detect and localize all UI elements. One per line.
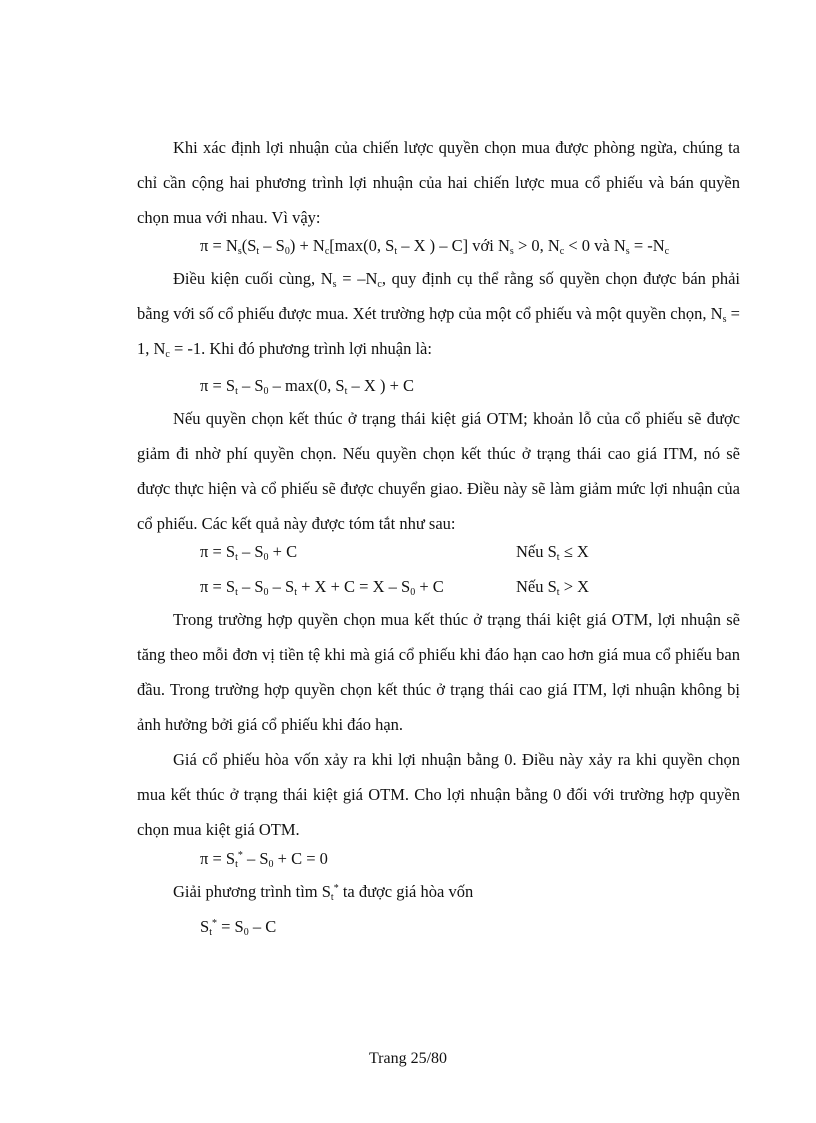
equation-breakeven-price: $S_t^* = S_0 - C$ xyxy=(200,917,277,938)
paragraph-breakeven: Giá cổ phiếu hòa vốn xảy ra khi lợi nhuận bằng 0. Điều này xảy ra khi quyền chọn mua kết thúc ở trạng thái kiệt giá OTM. Cho lợi nhuận bằng 0 đối với trường hợp quyền chọn mua kiệt giá OTM. xyxy=(137,750,740,839)
condition-case-otm: Nếu $S_t \le X$ xyxy=(516,542,589,563)
condition-case-itm: Nếu $S_t > X$ xyxy=(516,577,590,598)
equation-case-itm: $\pi = S_t - S_0 - S_t + X + C = X - S_0 + C$ xyxy=(200,577,444,598)
equation-profit-general: $\pi = N_s(S_t - S_0) + N_c[\max(0$, $S_t$ – X ) – C] với $N_s > 0$, $N_c < 0$ và $N_s = -N_c$ xyxy=(200,236,670,257)
page-number: Trang 25/80 xyxy=(368,1050,448,1067)
paragraph-solve: Giải phương trình tìm $S_t^*$ ta được giá hòa vốn xyxy=(173,882,474,903)
paragraph-outcomes: Nếu quyền chọn kết thúc ở trạng thái kiệt giá OTM; khoản lỗ của cổ phiếu sẽ được giảm đi nhờ phí quyền chọn. Nếu quyền chọn kết thúc ở trạng thái cao giá ITM, nó sẽ được thực hiện và cổ phiếu sẽ được chuyển giao. Điều này sẽ làm giảm mức lợi nhuận của cổ phiếu. Các kết quả này được tóm tắt như sau: xyxy=(137,409,740,533)
paragraph-interpretation: Trong trường hợp quyền chọn mua kết thúc ở trạng thái kiệt giá OTM, lợi nhuận sẽ tăng theo mỗi đơn vị tiền tệ khi mà giá cổ phiếu khi đáo hạn cao hơn giá mua cổ phiếu ban đầu. Trong trường hợp quyền chọn kết thúc ở trạng thái cao giá ITM, lợi nhuận không bị ảnh hưởng bởi giá cổ phiếu khi đáo hạn. xyxy=(137,610,740,734)
equation-profit-single: $\pi = S_t - S_0 - \max(0$, $S_t$ – X ) + C xyxy=(200,376,415,397)
paragraph-condition: Điều kiện cuối cùng, $N_s = -N_c$, quy định cụ thể rằng số quyền chọn được bán phải bằng với số cổ phiếu được mua. Xét trường hợp của một cổ phiếu và một quyền chọn, $N_s = 1$, $N_c = -1$. Khi đó phương trình lợi nhuận là: xyxy=(137,269,740,360)
equation-case-otm: $\pi = S_t - S_0 + C$ xyxy=(200,542,298,563)
paragraph-hedged-call-intro: Khi xác định lợi nhuận của chiến lược quyền chọn mua được phòng ngừa, chúng ta chỉ cần cộng hai phương trình lợi nhuận của hai chiến lược mua cổ phiếu và bán quyền chọn mua với nhau. Vì vậy: xyxy=(137,138,740,227)
equation-breakeven-zero: $\pi = S_t^* - S_0 + C = 0$ xyxy=(200,849,328,870)
